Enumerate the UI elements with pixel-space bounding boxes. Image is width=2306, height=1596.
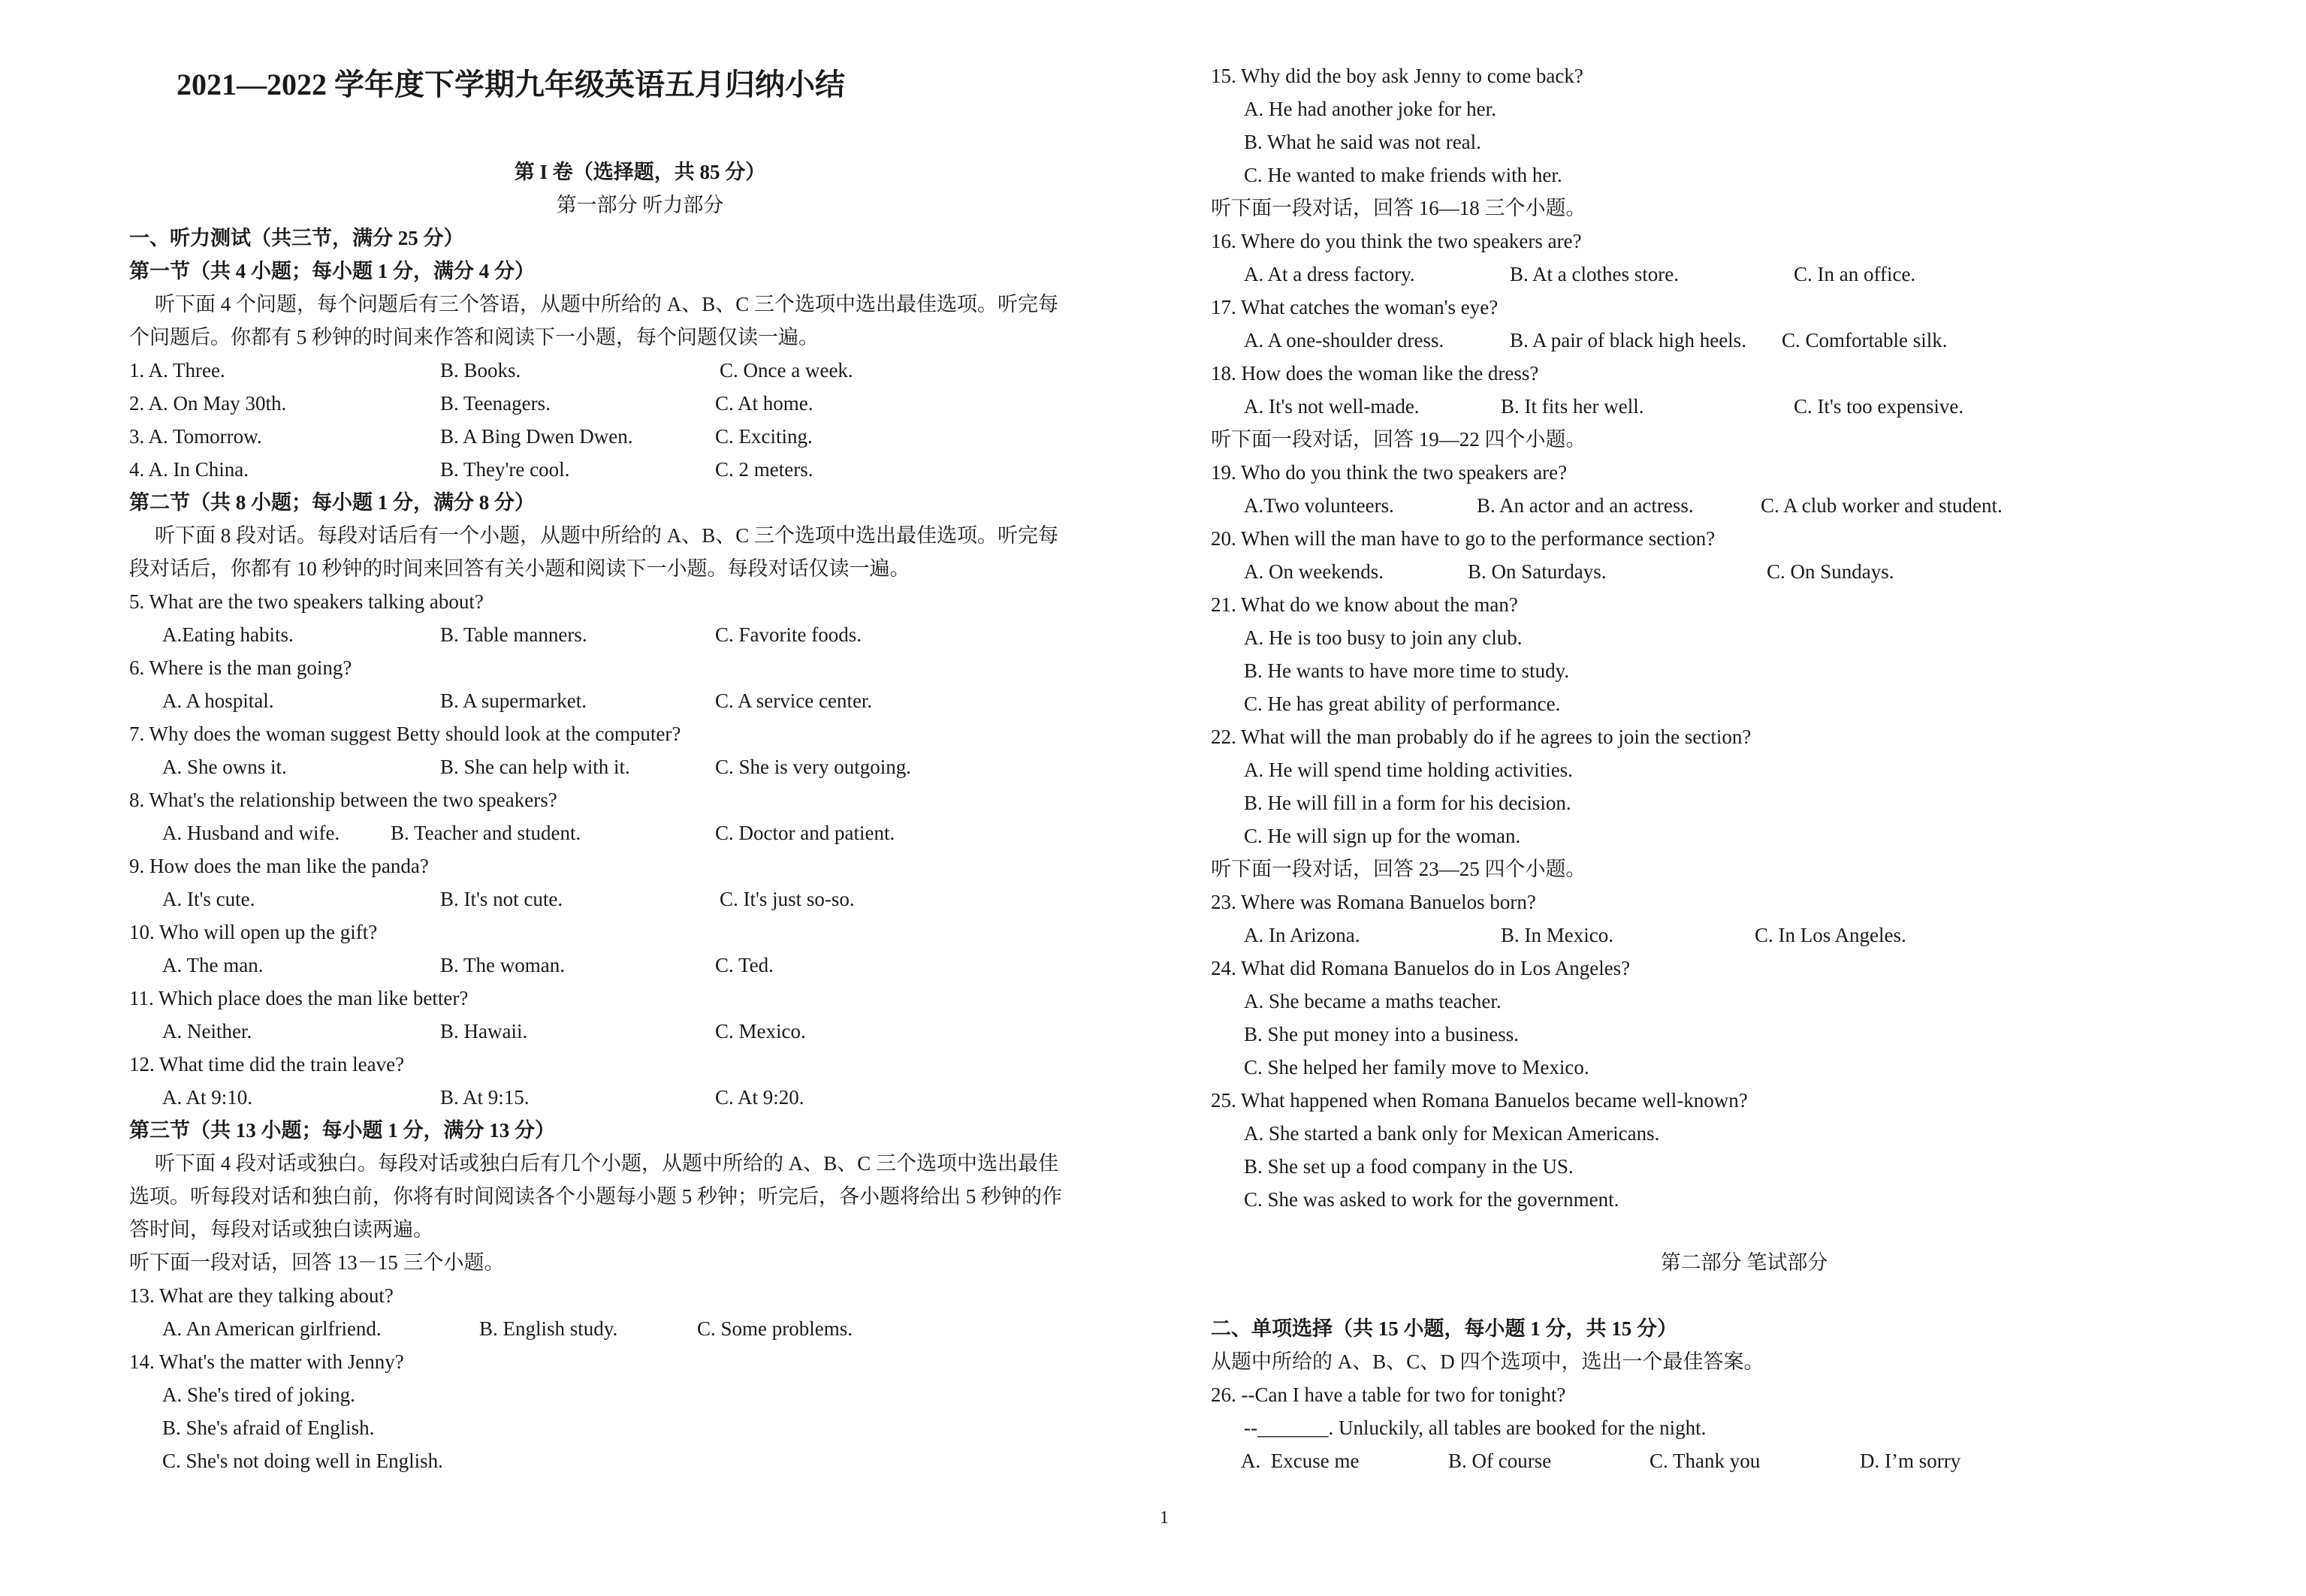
question-18: 18. How does the woman like the dress? bbox=[1211, 362, 1539, 385]
dialogue-two-note: 听下面一段对话，回答 16—18 三个小题。 bbox=[1211, 197, 1586, 219]
question-10: 10. Who will open up the gift? bbox=[129, 921, 378, 943]
option-b: B. English study. bbox=[479, 1317, 618, 1340]
option-c: C. It's too expensive. bbox=[1794, 395, 1964, 418]
option-c: C. Doctor and patient. bbox=[715, 822, 895, 844]
option-a: 3. A. Tomorrow. bbox=[129, 425, 262, 448]
question-26: 26. --Can I have a table for two for tonight? bbox=[1211, 1383, 1566, 1406]
option-a: A. Excuse me bbox=[1241, 1450, 1360, 1472]
option-a: A.Two volunteers. bbox=[1244, 494, 1394, 517]
question-14: 14. What's the matter with Jenny? bbox=[129, 1350, 404, 1373]
question-21-option-b: B. He wants to have more time to study. bbox=[1244, 659, 1570, 682]
question-19: 19. Who do you think the two speakers are? bbox=[1211, 461, 1568, 484]
question-14-option-c: C. She's not doing well in English. bbox=[162, 1450, 443, 1472]
option-a: A.Eating habits. bbox=[162, 623, 294, 646]
option-a: A. It's cute. bbox=[162, 888, 255, 910]
question-15-option-c: C. He wanted to make friends with her. bbox=[1244, 164, 1562, 186]
question-15: 15. Why did the boy ask Jenny to come back? bbox=[1211, 65, 1583, 87]
option-a: A. Neither. bbox=[162, 1020, 252, 1042]
question-13: 13. What are they talking about? bbox=[129, 1284, 394, 1307]
option-c: C. Exciting. bbox=[715, 425, 813, 448]
question-21-option-a: A. He is too busy to join any club. bbox=[1244, 626, 1523, 649]
option-a: 4. A. In China. bbox=[129, 458, 249, 481]
option-c: C. She is very outgoing. bbox=[715, 756, 911, 778]
option-c: C. It's just so-so. bbox=[720, 888, 855, 910]
option-b: B. A Bing Dwen Dwen. bbox=[440, 425, 633, 448]
option-a: A. She owns it. bbox=[162, 756, 287, 778]
option-b: B. They're cool. bbox=[440, 458, 570, 481]
dialogue-four-note: 听下面一段对话，回答 23—25 四个小题。 bbox=[1211, 858, 1586, 880]
option-b: B. Table manners. bbox=[440, 623, 587, 646]
option-a: A. At 9:10. bbox=[162, 1086, 253, 1109]
option-d: D. I’m sorry bbox=[1860, 1450, 1961, 1472]
question-25-option-b: B. She set up a food company in the US. bbox=[1244, 1155, 1574, 1178]
section-two-heading: 第二节（共 8 小题；每小题 1 分，满分 8 分） bbox=[129, 491, 535, 514]
option-a: 1. A. Three. bbox=[129, 359, 225, 382]
single-choice-instruction: 从题中所给的 A、B、C、D 四个选项中，选出一个最佳答案。 bbox=[1211, 1350, 1764, 1373]
option-c: C. Comfortable silk. bbox=[1782, 329, 1948, 351]
question-14-option-a: A. She's tired of joking. bbox=[162, 1383, 355, 1406]
question-24-option-c: C. She helped her family move to Mexico. bbox=[1244, 1056, 1589, 1079]
option-c: C. Some problems. bbox=[697, 1317, 853, 1340]
question-24-option-a: A. She became a maths teacher. bbox=[1244, 990, 1502, 1012]
option-b: B. Teacher and student. bbox=[391, 822, 581, 844]
part-one-heading: 第一部分 听力部分 bbox=[556, 194, 724, 216]
question-25: 25. What happened when Romana Banuelos became well-known? bbox=[1211, 1089, 1748, 1112]
question-22-option-a: A. He will spend time holding activities. bbox=[1244, 759, 1573, 781]
option-a: A. Husband and wife. bbox=[162, 822, 340, 844]
question-21: 21. What do we know about the man? bbox=[1211, 593, 1518, 616]
section-three-instruction-end: 答时间，每段对话或独白读两遍。 bbox=[129, 1218, 433, 1241]
question-25-option-c: C. She was asked to work for the government. bbox=[1244, 1188, 1619, 1211]
single-choice-heading: 二、单项选择（共 15 小题，每小题 1 分，共 15 分） bbox=[1211, 1317, 1677, 1340]
dialogue-three-note: 听下面一段对话，回答 19—22 四个小题。 bbox=[1211, 428, 1586, 451]
question-24: 24. What did Romana Banuelos do in Los Angeles? bbox=[1211, 957, 1631, 979]
option-c: C. Favorite foods. bbox=[715, 623, 862, 646]
option-c: C. In Los Angeles. bbox=[1755, 924, 1906, 946]
option-b: B. Teenagers. bbox=[440, 392, 551, 415]
question-9: 9. How does the man like the panda? bbox=[129, 855, 429, 877]
option-a: A. A hospital. bbox=[162, 689, 274, 712]
option-b: B. It's not cute. bbox=[440, 888, 563, 910]
question-25-option-a: A. She started a bank only for Mexican Americans. bbox=[1244, 1122, 1660, 1145]
dialogue-one-note: 听下面一段对话，回答 13－15 三个小题。 bbox=[129, 1251, 505, 1274]
option-c: C. At 9:20. bbox=[715, 1086, 804, 1109]
option-b: B. A supermarket. bbox=[440, 689, 587, 712]
section-three-heading: 第三节（共 13 小题；每小题 1 分，满分 13 分） bbox=[129, 1119, 555, 1142]
question-14-option-b: B. She's afraid of English. bbox=[162, 1416, 375, 1439]
option-b: B. A pair of black high heels. bbox=[1510, 329, 1746, 351]
question-20: 20. When will the man have to go to the performance section? bbox=[1211, 527, 1716, 550]
option-b: B. An actor and an actress. bbox=[1477, 494, 1694, 517]
option-b: B. Books. bbox=[440, 359, 521, 382]
option-a: A. At a dress factory. bbox=[1244, 263, 1415, 285]
option-b: B. Hawaii. bbox=[440, 1020, 528, 1042]
option-c: C. At home. bbox=[715, 392, 813, 415]
option-c: C. Mexico. bbox=[715, 1020, 806, 1042]
option-a: A. An American girlfriend. bbox=[162, 1317, 382, 1340]
option-a: A. A one-shoulder dress. bbox=[1244, 329, 1444, 351]
question-26-response: --_______. Unluckily, all tables are booked for the night. bbox=[1244, 1416, 1707, 1439]
option-b: B. At a clothes store. bbox=[1510, 263, 1679, 285]
option-b: B. The woman. bbox=[440, 954, 565, 976]
question-23: 23. Where was Romana Banuelos born? bbox=[1211, 891, 1536, 913]
part-two-heading: 第二部分 笔试部分 bbox=[1660, 1251, 1828, 1274]
question-6: 6. Where is the man going? bbox=[129, 656, 352, 679]
section-one-instruction: 听下面 4 个问题，每个问题后有三个答语，从题中所给的 A、B、C 三个选项中选出最佳选项。听完每 bbox=[155, 293, 1059, 315]
section-two-instruction-cont: 段对话后，你都有 10 秒钟的时间来回答有关小题和阅读下一小题。每段对话仅读一遍。 bbox=[129, 557, 910, 580]
question-22: 22. What will the man probably do if he agrees to join the section? bbox=[1211, 726, 1752, 748]
question-7: 7. Why does the woman suggest Betty should look at the computer? bbox=[129, 723, 681, 745]
option-b: B. On Saturdays. bbox=[1468, 560, 1607, 583]
page-title: 2021—2022 学年度下学期九年级英语五月归纳小结 bbox=[177, 68, 845, 101]
section-three-instruction-cont: 选项。听每段对话和独白前，你将有时间阅读各个小题每小题 5 秒钟；听完后，各小题将给出 5 秒钟的作 bbox=[129, 1185, 1062, 1208]
option-b: B. At 9:15. bbox=[440, 1086, 530, 1109]
question-12: 12. What time did the train leave? bbox=[129, 1053, 405, 1076]
option-b: B. She can help with it. bbox=[440, 756, 630, 778]
page-number: 1 bbox=[1160, 1508, 1169, 1528]
option-c: C. Thank you bbox=[1650, 1450, 1761, 1472]
option-a: A. It's not well-made. bbox=[1244, 395, 1420, 418]
option-b: B. Of course bbox=[1448, 1450, 1552, 1472]
option-b: B. In Mexico. bbox=[1501, 924, 1613, 946]
option-c: C. In an office. bbox=[1794, 263, 1916, 285]
section-two-instruction: 听下面 8 段对话。每段对话后有一个小题，从题中所给的 A、B、C 三个选项中选出最佳选项。听完每 bbox=[155, 524, 1059, 547]
question-16: 16. Where do you think the two speakers are? bbox=[1211, 230, 1582, 252]
option-c: C. On Sundays. bbox=[1767, 560, 1894, 583]
option-a: 2. A. On May 30th. bbox=[129, 392, 287, 415]
question-22-option-c: C. He will sign up for the woman. bbox=[1244, 825, 1521, 847]
question-8: 8. What's the relationship between the two speakers? bbox=[129, 789, 557, 811]
option-a: A. The man. bbox=[162, 954, 264, 976]
option-a: A. In Arizona. bbox=[1244, 924, 1360, 946]
question-15-option-b: B. What he said was not real. bbox=[1244, 131, 1481, 153]
question-11: 11. Which place does the man like better? bbox=[129, 987, 469, 1009]
option-c: C. A club worker and student. bbox=[1761, 494, 2003, 517]
option-c: C. Once a week. bbox=[720, 359, 853, 382]
option-a: A. On weekends. bbox=[1244, 560, 1384, 583]
question-24-option-b: B. She put money into a business. bbox=[1244, 1023, 1519, 1045]
section-three-instruction: 听下面 4 段对话或独白。每段对话或独白后有几个小题，从题中所给的 A、B、C 三个选项中选出最佳 bbox=[155, 1152, 1059, 1175]
section-one-heading: 第一节（共 4 小题；每小题 1 分，满分 4 分） bbox=[129, 260, 535, 282]
section-one-instruction-cont: 个问题后。你都有 5 秒钟的时间来作答和阅读下一小题，每个问题仅读一遍。 bbox=[129, 326, 819, 348]
question-22-option-b: B. He will fill in a form for his decision. bbox=[1244, 792, 1571, 814]
volume-heading: 第 I 卷（选择题，共 85 分） bbox=[514, 161, 766, 183]
question-21-option-c: C. He has great ability of performance. bbox=[1244, 692, 1561, 715]
option-c: C. A service center. bbox=[715, 689, 873, 712]
question-5: 5. What are the two speakers talking about? bbox=[129, 590, 484, 613]
question-15-option-a: A. He had another joke for her. bbox=[1244, 98, 1496, 120]
question-17: 17. What catches the woman's eye? bbox=[1211, 296, 1499, 318]
option-c: C. Ted. bbox=[715, 954, 774, 976]
option-b: B. It fits her well. bbox=[1501, 395, 1644, 418]
listening-section-heading: 一、听力测试（共三节，满分 25 分） bbox=[129, 227, 464, 249]
option-c: C. 2 meters. bbox=[715, 458, 813, 481]
